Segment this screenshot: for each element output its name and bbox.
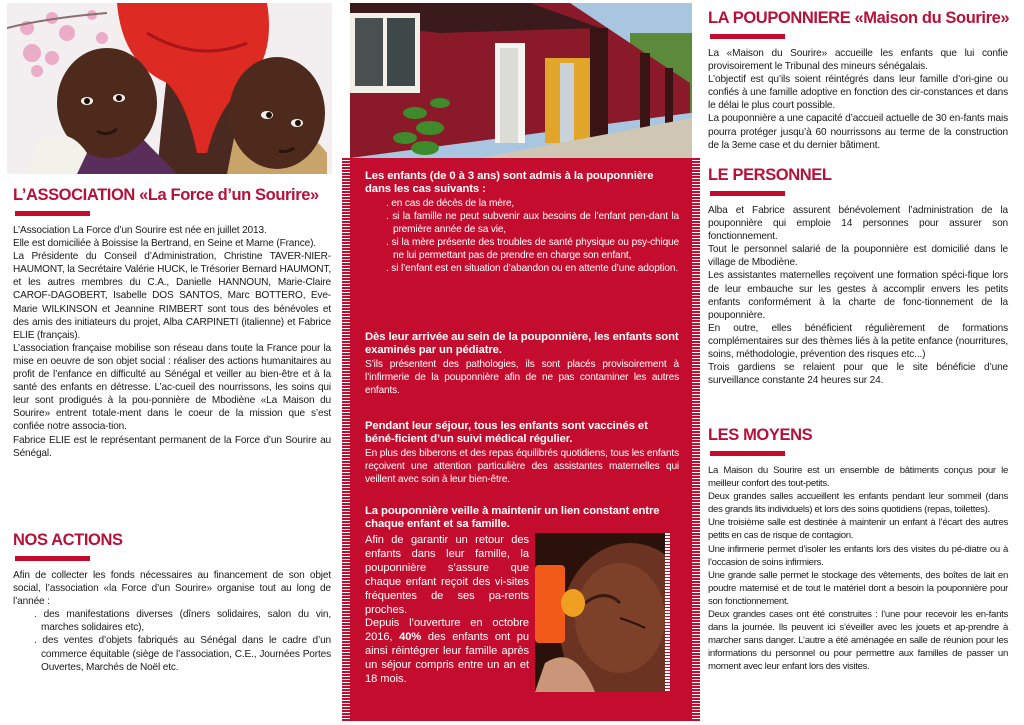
exam-lead: Dès leur arrivée au sein de la pouponnière, les enfants sont examinés par un pédiatre. xyxy=(365,331,679,357)
exam-section xyxy=(365,331,679,397)
admission-bullet: . si la famille ne peut subvenir aux besoins de l’enfant pen-dant la première année de sa vie, xyxy=(386,210,679,235)
stripe-divider-left xyxy=(342,158,350,721)
family-lead: La pouponnière veille à maintenir un lien constant entre chaque enfant et sa famille. xyxy=(365,505,660,531)
mother-babies-image xyxy=(7,3,332,174)
personnel-paragraph: Alba et Fabrice assurent bénévolement l’administration de la pouponnière qui emploie 14 personnes pour assurer son fonctionnement. xyxy=(708,205,1008,243)
association-paragraph: Fabrice ELIE est le représentant permanent de la Force d’un Sourire au Sénégal. xyxy=(13,434,331,459)
moyens-paragraph: Deux grandes salles accueillent les enfants pendant leur sommeil (dans des grands lits individuels) et lors des soins quotidiens (repas, toilettes). xyxy=(708,491,1008,516)
title-underline xyxy=(710,34,785,39)
pouponniere-title: LA POUPONNIERE «Maison du Sourire» xyxy=(708,9,1010,27)
pouponniere-paragraph: La «Maison du Sourire» accueille les enfants que lui confie provisoirement le Tribunal des mineurs sénégalais. xyxy=(708,48,1008,73)
association-paragraph: L’association française mobilise son réseau dans toute la France pour la mise en oeuvre de son objet social : réaliser des actions humanitaires au profit de l’enfance en difficulté au Sénégal et veiller au bien-être et à la santé des enfants en détresse. L’ac-cueil des nourrissons, les soins qui leur sont prodigués à la pou-ponnière de Mbodiène «La Maison du Sourire» entrent totale-ment dans le coeur de la mission que s’est confiée notre associa-tion. xyxy=(13,342,331,433)
association-paragraph: L’Association La Force d’un Sourire est née en juillet 2013. xyxy=(13,225,267,236)
stripe-divider-right xyxy=(692,158,700,721)
section-moyens xyxy=(708,425,1008,674)
family-section xyxy=(365,505,679,532)
title-underline xyxy=(15,211,90,216)
stay-text: En plus des biberons et des repas équilibrés quotidiens, tous les enfants reçoivent une attention particulière des assistantes maternelles qui veillent avec soin à leur bien-être. xyxy=(365,447,679,485)
reintegration-percent: 40% xyxy=(399,631,422,644)
title-underline xyxy=(710,451,785,456)
family-stat-text: Depuis l’ouverture en octobre 2016, 40% des enfants ont pu ainsi réintégrer leur famille après un séjour compris entre un an et 18 mois. xyxy=(365,617,529,686)
exam-text: S’ils présentent des pathologies, ils sont placés provisoirement à l’infirmerie de la pouponnière afin de ne pas contaminer les autres enfants. xyxy=(365,358,679,396)
admission-bullet: . si la mère présente des troubles de santé physique ou psy-chique ne lui permettant pas de prendre en charge son enfant, xyxy=(386,236,679,261)
moyens-paragraph: Une grande salle permet le stockage des vêtements, des boîtes de lait en poudre maternisé et de tout le matériel dont a besoin la pouponnière pour son fonctionnement. xyxy=(708,569,1008,607)
personnel-paragraph: Les assistantes maternelles reçoivent une formation spéci-fique lors de leur embauche sur les gestes à accomplir envers les petits enfants conformément à la charte de fonc-tionnement de la pouponnière. xyxy=(708,270,1008,321)
admission-lead: Les enfants (de 0 à 3 ans) sont admis à la pouponnière dans les cas suivants : xyxy=(365,170,654,196)
photo-infant-bottle xyxy=(535,533,665,692)
infant-bottle-image xyxy=(535,533,665,692)
actions-intro: Afin de collecter les fonds nécessaires au financement de son objet social, l’association «la Force d’un Sourire» organise tout au long de l’année : xyxy=(13,570,331,608)
family-text: Afin de garantir un retour des enfants dans leur famille, la pouponnière s’assure que chaque enfant reçoit des vi-sites fréquentes de ses pa-rents proches. xyxy=(365,534,529,616)
admission-bullet: . en cas de décès de la mère, xyxy=(386,197,515,209)
moyens-title: LES MOYENS xyxy=(708,426,813,444)
photo-stripe-edge xyxy=(665,533,670,692)
pouponniere-paragraph: La pouponnière a une capacité d’accueil actuelle de 30 en-fants mais pourra protéger jusqu’à 60 nourrissons au terme de la construction de la 3eme case et du dernier bâtiment. xyxy=(708,113,1008,151)
family-text-block xyxy=(365,534,529,687)
pouponniere-paragraph: L’objectif est qu’ils soient réintégrés dans leur famille d’ori-gine ou confiés à une famille adoptive en fonction des cir-constances et dans le délai le plus court possible. xyxy=(708,74,1008,112)
personnel-paragraph: En outre, elles bénéficient régulièrement de formations complémentaires sur des thèmes liés à la petite enfance (nourritures, soins, méthodologie, prévention des risques etc...) xyxy=(708,322,1008,361)
section-pouponniere xyxy=(708,8,1008,152)
admission-section xyxy=(365,170,679,275)
personnel-paragraph: Trois gardiens se relaient pour que le site bénéficie d’une surveillance constante 24 heures sur 24. xyxy=(708,362,1008,387)
moyens-paragraph: La Maison du Sourire est un ensemble de bâtiments conçus pour le meilleur confort des tout-petits. xyxy=(708,465,1008,490)
section-personnel xyxy=(708,165,1008,387)
moyens-paragraph: Une troisième salle est destinée à maintenir un enfant à l’écart des autres petits en cas de risque de contagion. xyxy=(708,517,1008,542)
moyens-paragraph: Une infirmerie permet d’isoler les enfants lors des visites du pé-diatre ou à l’occasion de soins infirmiers. xyxy=(708,543,1008,568)
section-association xyxy=(13,185,331,460)
moyens-paragraph: Deux grandes cases ont été construites : l’une pour recevoir les en-fants dans la journée. Ils peuvent ici s’éveiller avec les jouets et ap-prendre à marcher sans danger. L’autre a été aménagée en salle de réunion pour les informations du personnel ou pour permettre aux familles de passer un moment avec leur enfant lors des visites. xyxy=(708,609,1008,673)
stay-lead: Pendant leur séjour, tous les enfants sont vaccinés et béné-ficient d’un suivi médical régulier. xyxy=(365,420,648,446)
actions-bullet: . des manifestations diverses (dîners solidaires, salon du vin, marches solidaires etc), xyxy=(34,609,331,634)
stay-section xyxy=(365,420,679,486)
association-title: L’ASSOCIATION «La Force d’un Sourire» xyxy=(13,186,319,204)
actions-title: NOS ACTIONS xyxy=(13,531,123,549)
personnel-title: LE PERSONNEL xyxy=(708,166,832,184)
personnel-paragraph: Tout le personnel salarié de la pouponnière est domicilié dans le village de Mbodiène. xyxy=(708,244,1008,269)
building-image xyxy=(350,3,692,158)
section-nos-actions xyxy=(13,530,331,674)
title-underline xyxy=(15,556,90,561)
actions-bullet: . des ventes d’objets fabriqués au Sénégal dans le cadre d’un commerce équitable (siège de l’association, C.E., Journées Portes Ouvertes, Marchés de Noël etc. xyxy=(34,635,331,673)
admission-bullet: . si l’enfant est en situation d’abandon ou en attente d’une adoption. xyxy=(386,263,678,275)
photo-nursery-building xyxy=(350,3,692,158)
association-paragraph: La Présidente du Conseil d’Administration, Christine TAVER-NIER-HAUMONT, la Secrétaire Valérie HUCK, le Trésorier Bernard HAUMONT, et les autres membres du C.A., Danielle HANNOUN, Marie-Claire CAROF-DAGOBERT, Isabelle DOS SANTOS, Marc BOTTERO, Eve-Marie WILKINSON et Jeannine RIMBERT sont tous des bénévoles et des amis des initiateurs du projet, Alba CARPINETI (italienne) et Fabrice ELIE (français). xyxy=(13,251,331,341)
title-underline xyxy=(710,191,785,196)
association-paragraph: Elle est domiciliée à Boissise la Bertrand, en Seine et Marne (France). xyxy=(13,238,316,250)
photo-mother-with-babies xyxy=(7,3,332,174)
